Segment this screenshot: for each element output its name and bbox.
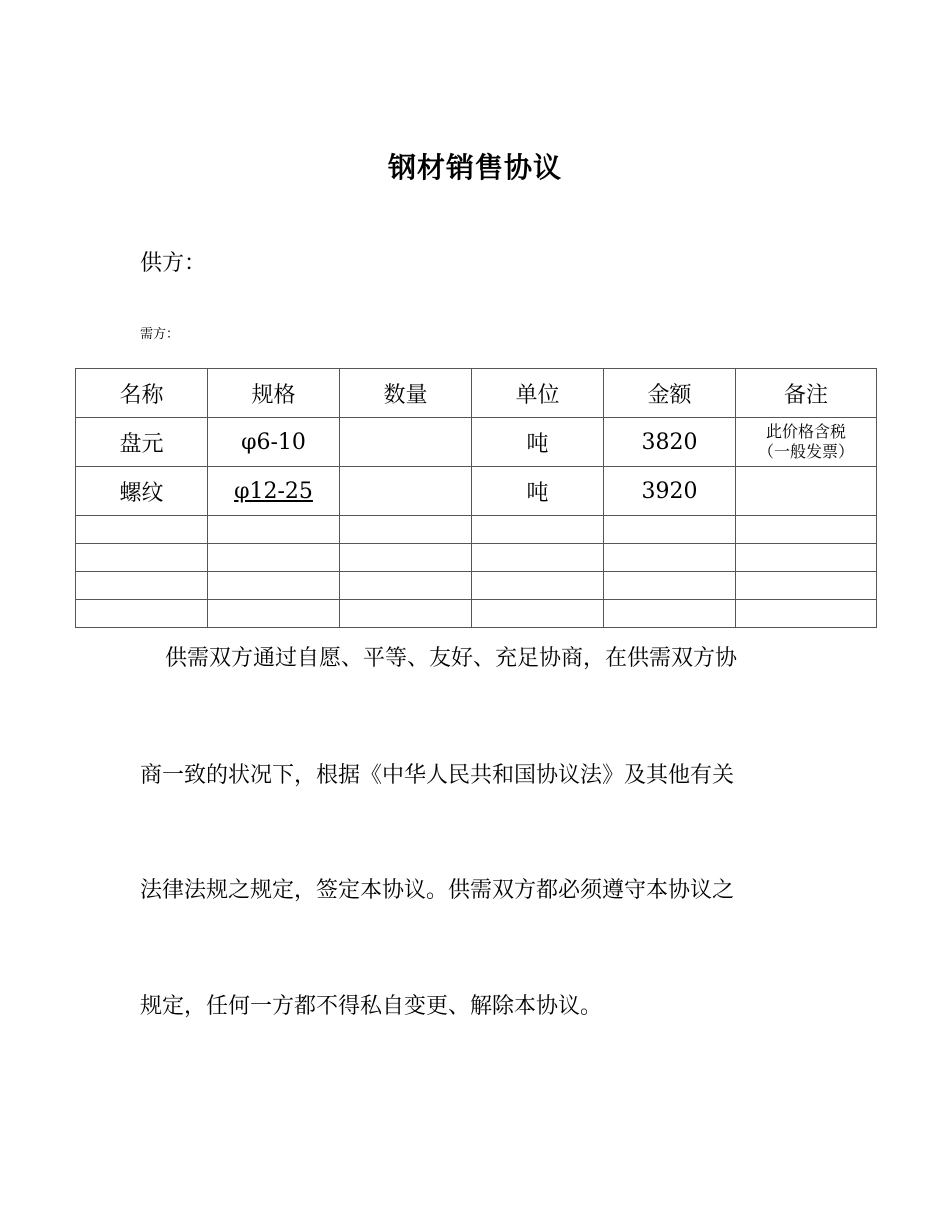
paragraph-line-3: 法律法规之规定，签定本协议。供需双方都必须遵守本协议之 [140,878,735,903]
table-row [76,418,877,467]
spec-text: φ12-25 [234,478,313,504]
cell-name: 盘元 [76,418,208,467]
empty-cell [472,600,604,628]
header-name: 名称 [76,369,208,418]
header-unit: 单位 [472,369,604,418]
empty-cell [208,600,340,628]
table-row [76,467,877,516]
cell-spec: φ6-10 [208,418,340,467]
table-row-empty [76,600,877,628]
note-line-2: （一般发票） [757,442,854,461]
cell-unit: 吨 [472,467,604,516]
empty-cell [604,572,736,600]
table-header-row [76,369,877,418]
empty-cell [736,544,877,572]
cell-note [736,418,877,467]
supplier-label: 供方： [140,251,207,276]
paragraph-line-4: 规定，任何一方都不得私自变更、解除本协议。 [140,994,603,1019]
paragraph-line-2: 商一致的状况下，根据《中华人民共和国协议法》及其他有关 [140,763,735,788]
empty-cell [604,544,736,572]
cell-name: 螺纹 [76,467,208,516]
cell-quantity [340,467,472,516]
document-title: 钢材销售协议 [387,151,562,184]
empty-cell [208,544,340,572]
cell-note [736,467,877,516]
cell-amount: 3920 [604,467,736,516]
empty-cell [208,572,340,600]
goods-table [75,368,877,628]
empty-cell [736,516,877,544]
empty-cell [76,600,208,628]
cell-unit: 吨 [472,418,604,467]
header-amount: 金额 [604,369,736,418]
empty-cell [340,516,472,544]
header-quantity: 数量 [340,369,472,418]
table-row-empty [76,572,877,600]
cell-amount: 3820 [604,418,736,467]
empty-cell [340,544,472,572]
empty-cell [76,544,208,572]
empty-cell [208,516,340,544]
empty-cell [472,572,604,600]
empty-cell [604,516,736,544]
empty-cell [76,516,208,544]
table-row-empty [76,544,877,572]
empty-cell [76,572,208,600]
empty-cell [604,600,736,628]
empty-cell [736,600,877,628]
empty-cell [736,572,877,600]
header-spec: 规格 [208,369,340,418]
empty-cell [472,516,604,544]
buyer-label: 需方： [140,327,180,342]
paragraph-line-1: 供需双方通过自愿、平等、友好、充足协商，在供需双方协 [165,646,738,671]
note-line-1: 此价格含税 [765,422,846,441]
empty-cell [340,572,472,600]
empty-cell [340,600,472,628]
empty-cell [472,544,604,572]
header-note: 备注 [736,369,877,418]
table-row-empty [76,516,877,544]
cell-quantity [340,418,472,467]
cell-spec [208,467,340,516]
